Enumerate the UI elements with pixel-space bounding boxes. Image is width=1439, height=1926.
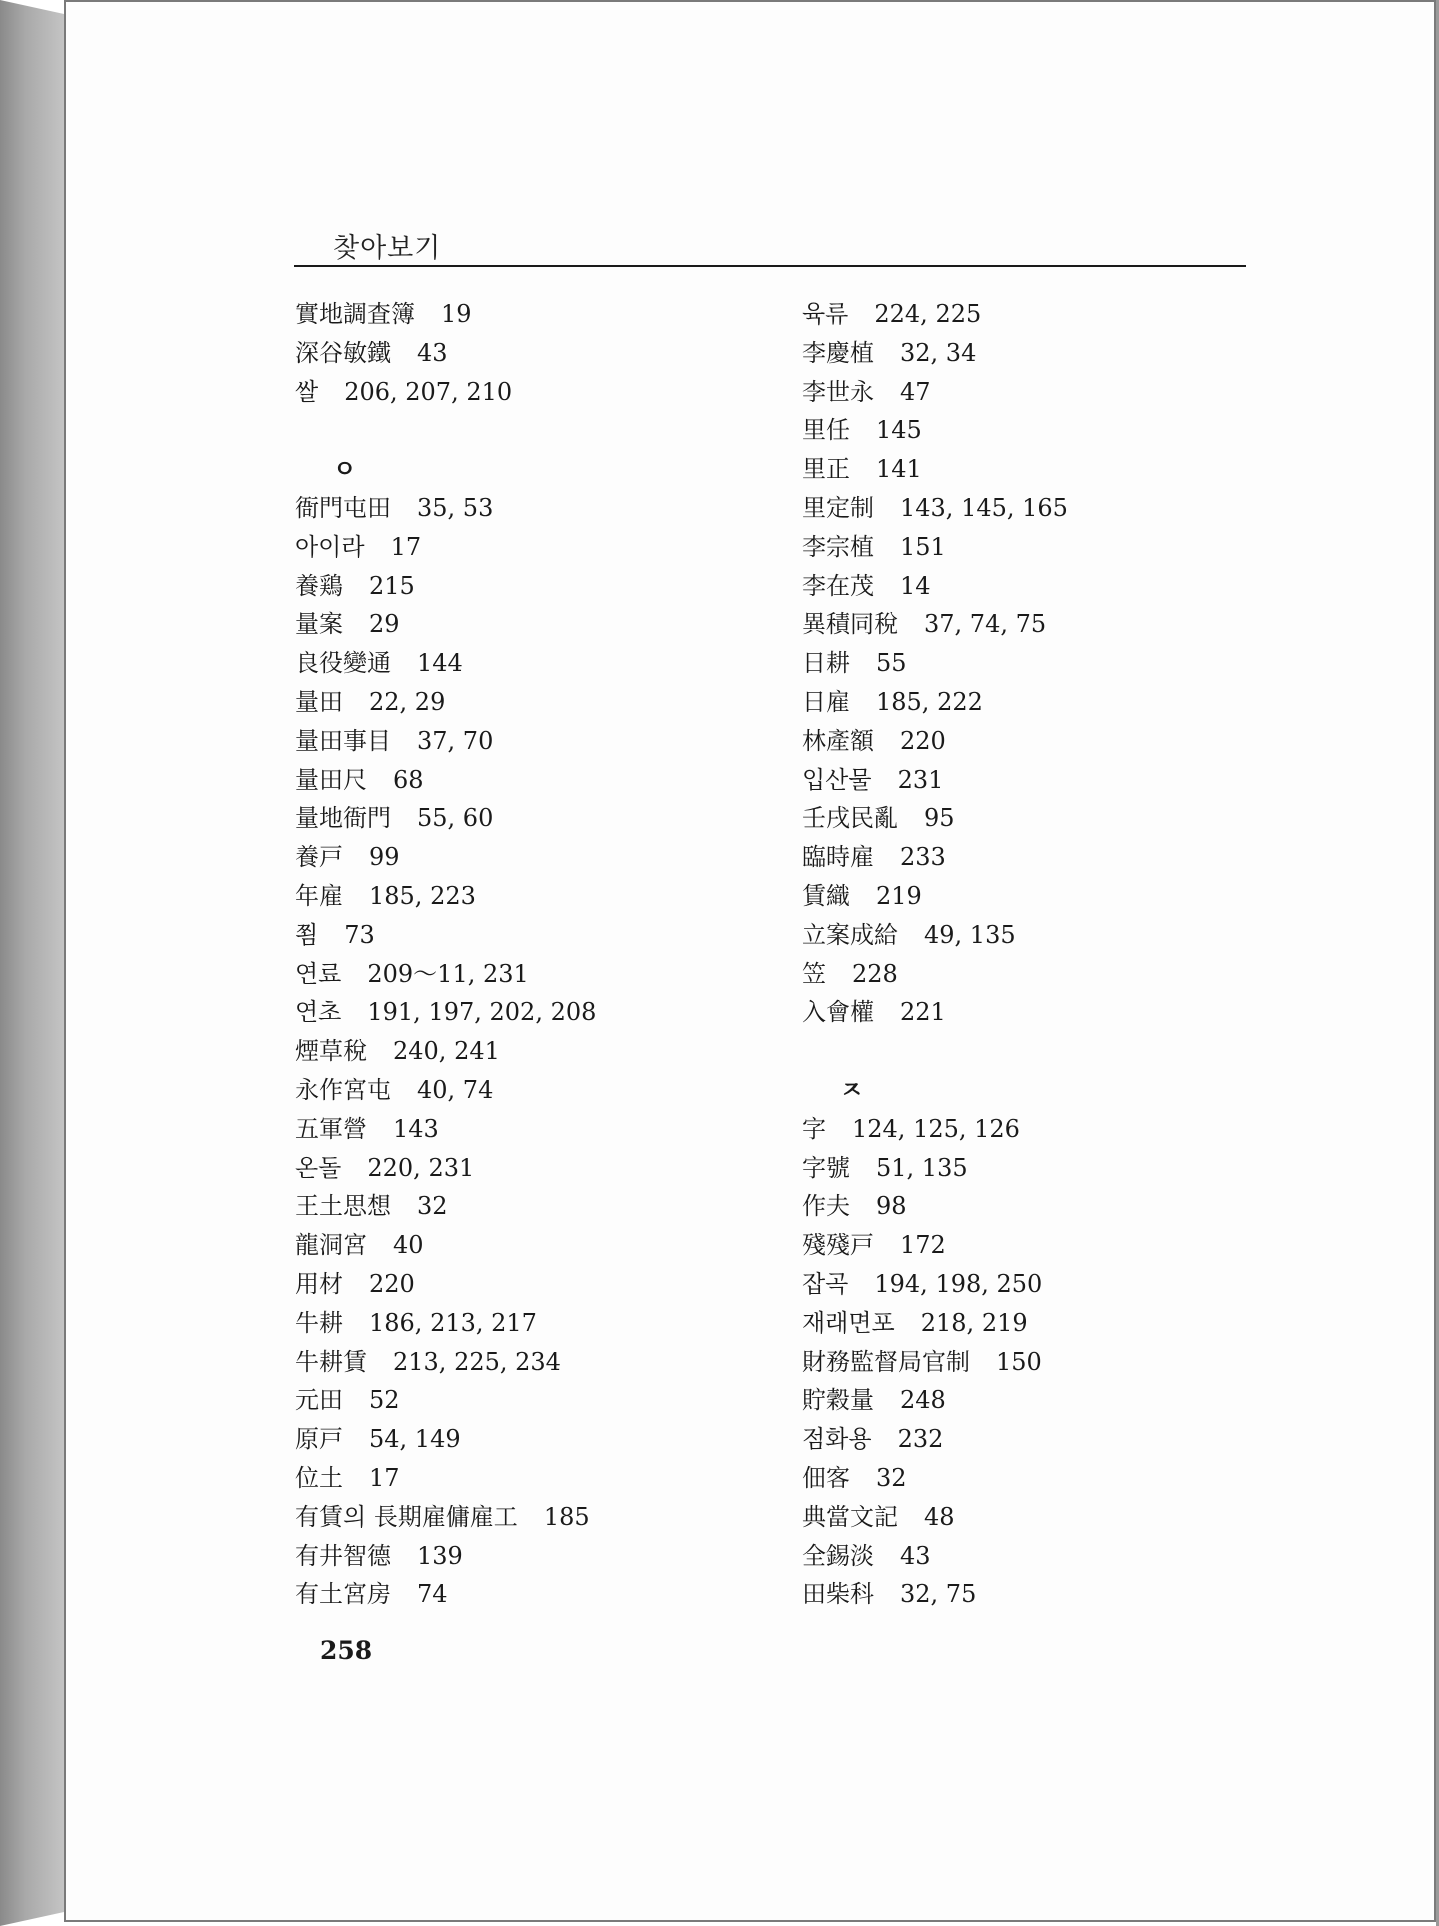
index-entry [802,838,1262,877]
index-pages: 37, 74, 75 [924,610,1047,639]
index-pages: 141 [876,455,922,484]
section-heading-o: ㅇ [333,455,357,484]
index-entry [802,644,1262,683]
index-pages: 213, 225, 234 [393,1347,561,1376]
section-heading-j: ㅈ [840,1075,864,1104]
index-entry [295,722,755,761]
index-pages: 32 [876,1463,907,1492]
index-term: 異積同稅 [802,610,898,639]
index-term: 佃客 [802,1463,850,1492]
index-pages: 220 [369,1269,415,1298]
index-entry [295,955,755,994]
index-pages: 139 [417,1541,463,1570]
section-gap [295,411,755,450]
index-pages: 95 [924,804,955,833]
index-entry [295,838,755,877]
index-term: 입산물 [802,765,872,794]
index-term: 全錫淡 [802,1541,874,1570]
index-pages: 185, 222 [876,687,983,716]
index-term: 殘殘戸 [802,1231,874,1260]
index-entry [802,411,1262,450]
index-term: 아이라 [295,532,365,561]
index-term: 有賃의 長期雇傭雇工 [295,1502,518,1531]
index-entry [295,877,755,916]
index-term: 五軍營 [295,1114,367,1143]
index-term: 李世永 [802,377,874,406]
index-pages: 220, 231 [367,1153,475,1182]
index-pages: 172 [900,1231,946,1260]
index-term: 龍洞宮 [295,1231,367,1260]
index-pages: 74 [417,1580,448,1609]
index-entry [802,1343,1262,1382]
index-pages: 232 [897,1425,944,1454]
index-entry [295,1149,755,1188]
index-entry [802,1420,1262,1459]
index-pages: 151 [900,532,946,561]
index-pages: 143 [393,1114,439,1143]
index-term: 쌀 [295,377,319,406]
index-pages: 231 [897,765,944,794]
index-entry [295,1032,755,1071]
index-pages: 185 [543,1502,590,1531]
index-term: 作夫 [802,1192,850,1221]
index-term: 有土宮房 [295,1580,391,1609]
index-pages: 14 [900,571,931,600]
index-entry [802,567,1262,606]
index-term: 實地調査簿 [295,300,415,328]
index-entry [295,528,755,567]
header-rule [294,265,1246,267]
index-pages: 194, 198, 250 [874,1269,1043,1298]
index-entry [802,489,1262,528]
index-entry [802,877,1262,916]
index-term: 田柴科 [802,1580,874,1609]
index-entry [295,644,755,683]
index-term: 里定制 [802,493,874,522]
index-pages: 32 [417,1192,448,1221]
index-term: 量田尺 [295,765,367,794]
index-pages: 219 [876,881,922,910]
index-entry [295,1575,755,1614]
index-pages: 248 [900,1386,946,1415]
index-entry [295,1343,755,1382]
index-entry [295,1459,755,1498]
index-entry [295,1265,755,1304]
index-pages: 145 [876,416,922,445]
index-entry [802,373,1262,412]
index-entry [802,295,1262,334]
index-pages: 228 [852,959,898,988]
index-term: 李在茂 [802,571,874,600]
index-term: 쬠 [295,920,319,949]
index-pages: 51, 135 [876,1153,968,1182]
index-pages: 220 [900,726,946,755]
index-entry [295,799,755,838]
index-entry [802,993,1262,1032]
index-term: 壬戌民亂 [802,804,898,833]
index-entry [802,722,1262,761]
index-pages: 150 [996,1347,1042,1376]
index-term: 典當文記 [802,1502,898,1531]
index-term: 笠 [802,959,826,988]
index-pages: 98 [876,1192,907,1221]
index-pages: 68 [393,765,424,794]
index-entry [802,605,1262,644]
index-term: 王土思想 [295,1192,391,1221]
index-term: 財務監督局官制 [802,1347,970,1376]
index-term: 林產額 [802,726,874,755]
index-entry [802,1575,1262,1614]
index-entry [295,295,755,334]
index-term: 良役變通 [295,649,391,678]
index-pages: 99 [369,843,400,872]
index-entry [802,1149,1262,1188]
index-entry [295,683,755,722]
index-pages: 48 [924,1502,955,1531]
index-pages: 240, 241 [393,1037,500,1066]
index-pages: 49, 135 [924,920,1016,949]
index-term: 有井智德 [295,1541,391,1570]
index-term: 李慶植 [802,338,874,367]
index-term: 賃織 [802,881,850,910]
index-entry [802,683,1262,722]
index-term: 日耕 [802,649,850,678]
index-term: 量案 [295,610,343,639]
index-term: 字 [802,1114,826,1143]
index-pages: 206, 207, 210 [344,377,513,406]
index-entry [295,993,755,1032]
index-term: 里任 [802,416,850,445]
index-entry [295,916,755,955]
index-term: 入會權 [802,998,874,1027]
index-term: 日雇 [802,687,850,716]
index-entry [295,1071,755,1110]
index-pages: 55 [876,649,907,678]
index-term: 연초 [295,998,342,1027]
index-pages: 55, 60 [417,804,494,833]
index-pages: 215 [369,571,415,600]
index-pages: 191, 197, 202, 208 [367,998,597,1027]
index-term: 臨時雇 [802,843,874,872]
index-term: 量田事目 [295,726,391,755]
index-entry [295,1226,755,1265]
index-entry [802,916,1262,955]
index-term: 牛耕 [295,1308,343,1337]
index-entry [802,1459,1262,1498]
index-pages: 43 [417,338,448,367]
index-pages: 32, 34 [900,338,977,367]
index-pages: 29 [369,610,400,639]
index-pages: 186, 213, 217 [369,1308,537,1337]
index-term: 深谷敏鐵 [295,338,391,367]
index-pages: 233 [900,843,946,872]
index-pages: 144 [417,649,463,678]
index-pages: 221 [900,998,946,1027]
index-term: 잡곡 [802,1269,849,1298]
index-pages: 32, 75 [900,1580,977,1609]
page-number: 258 [320,1636,373,1665]
index-term: 貯穀量 [802,1386,874,1415]
index-entry [802,450,1262,489]
index-entry [295,334,755,373]
index-term: 점화용 [802,1425,872,1454]
index-pages: 40 [393,1231,424,1260]
index-entry [802,528,1262,567]
index-entry [295,1498,755,1537]
running-head: 찾아보기 [333,233,442,264]
index-entry [295,489,755,528]
index-entry [295,1537,755,1576]
index-pages: 37, 70 [417,726,494,755]
index-entry [802,1265,1262,1304]
index-entry [295,1110,755,1149]
index-entry [295,373,755,412]
index-term: 原戸 [295,1425,343,1454]
index-pages: 47 [900,377,931,406]
index-pages: 209～11, 231 [367,959,529,988]
index-term: 煙草稅 [295,1037,367,1066]
index-entry [802,1381,1262,1420]
index-entry [802,1110,1262,1149]
index-term: 연료 [295,959,342,988]
index-term: 재래면포 [802,1308,895,1337]
index-term: 立案成給 [802,920,898,949]
index-entry [295,1420,755,1459]
index-pages: 40, 74 [417,1075,494,1104]
index-pages: 22, 29 [369,687,446,716]
index-term: 李宗植 [802,532,874,561]
index-term: 用材 [295,1269,343,1298]
index-pages: 52 [369,1386,400,1415]
index-term: 衙門屯田 [295,493,391,522]
index-entry [802,1304,1262,1343]
index-term: 字號 [802,1153,850,1182]
index-term: 年雇 [295,881,343,910]
index-entry [802,1226,1262,1265]
index-term: 元田 [295,1386,343,1415]
index-pages: 19 [441,300,472,328]
index-term: 量地衙門 [295,804,391,833]
index-pages: 124, 125, 126 [852,1114,1020,1143]
index-pages: 35, 53 [417,493,494,522]
index-pages: 218, 219 [920,1308,1028,1337]
index-pages: 17 [390,532,422,561]
index-term: 位土 [295,1463,343,1492]
index-column-right [802,295,1262,1614]
index-pages: 73 [344,920,375,949]
index-pages: 185, 223 [369,881,476,910]
index-entry [295,1187,755,1226]
index-term: 里正 [802,455,850,484]
book-spine [0,0,64,1926]
index-pages: 54, 149 [369,1425,461,1454]
index-entry [295,605,755,644]
index-entry [802,1537,1262,1576]
index-entry [295,761,755,800]
index-entry [295,567,755,606]
index-entry [295,1304,755,1343]
index-entry [802,799,1262,838]
index-term: 육류 [802,300,849,328]
index-entry [802,1498,1262,1537]
index-term: 養鶏 [295,571,343,600]
index-entry [802,334,1262,373]
index-pages: 143, 145, 165 [900,493,1068,522]
index-term: 養戸 [295,843,343,872]
index-entry [802,761,1262,800]
index-entry [802,955,1262,994]
index-term: 永作宮屯 [295,1075,391,1104]
index-pages: 224, 225 [874,300,982,328]
section-gap [802,1032,1262,1071]
index-pages: 17 [369,1463,400,1492]
index-column-left [295,295,755,1614]
index-entry [295,1381,755,1420]
index-term: 量田 [295,687,343,716]
index-entry [802,1187,1262,1226]
index-term: 온돌 [295,1153,342,1182]
index-term: 牛耕賃 [295,1347,367,1376]
index-pages: 43 [900,1541,931,1570]
